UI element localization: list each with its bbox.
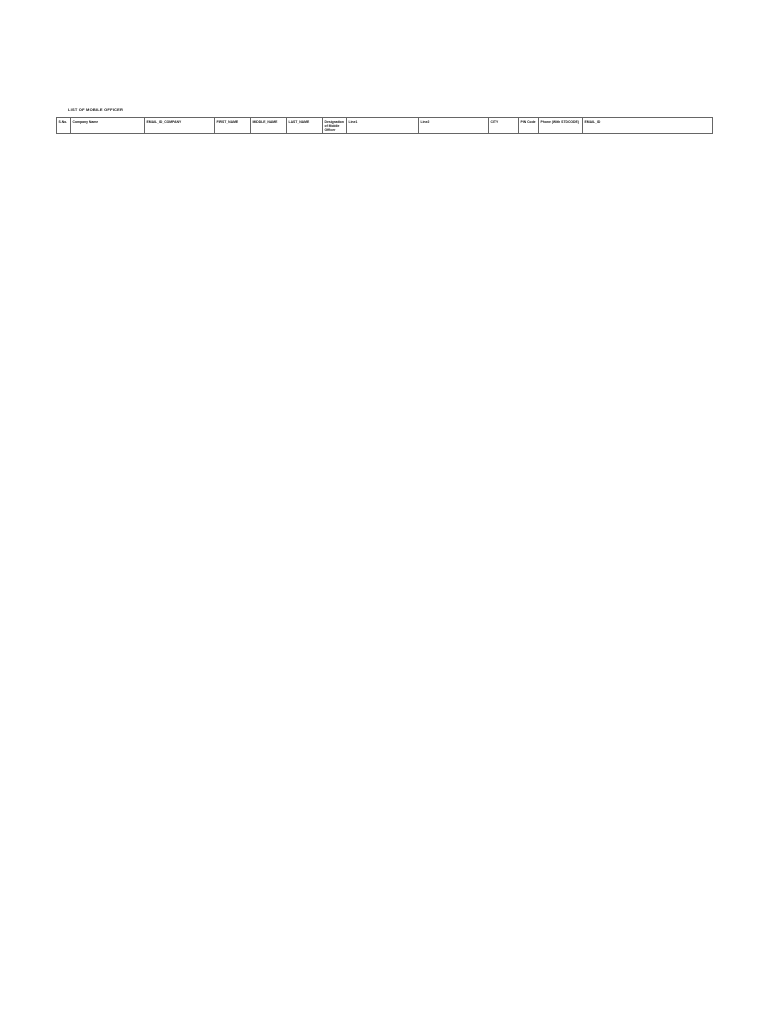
col-line2-header: Line2	[419, 118, 489, 134]
col-designation-header: Designation of Mobile Officer	[323, 118, 347, 134]
document-title: LIST OF MOBILE OFFICER	[68, 107, 124, 112]
col-phone-header: Phone (With STDCODE)	[539, 118, 583, 134]
mobile-officer-table	[56, 117, 713, 134]
col-pin-header: PIN Code	[519, 118, 539, 134]
col-line1-header: Line1	[347, 118, 419, 134]
col-email-header: EMAIL_ID	[583, 118, 713, 134]
col-company-name-header: Company Name	[71, 118, 145, 134]
col-last-name-header: LAST_NAME	[287, 118, 323, 134]
col-email-company-header: EMAIL_ID_COMPANY	[145, 118, 215, 134]
col-sno-header: S.No.	[57, 118, 71, 134]
header-row	[57, 118, 713, 134]
col-first-name-header: FIRST_NAME	[215, 118, 251, 134]
col-city-header: CITY	[489, 118, 519, 134]
col-middle-name-header: MIDDLE_NAME	[251, 118, 287, 134]
